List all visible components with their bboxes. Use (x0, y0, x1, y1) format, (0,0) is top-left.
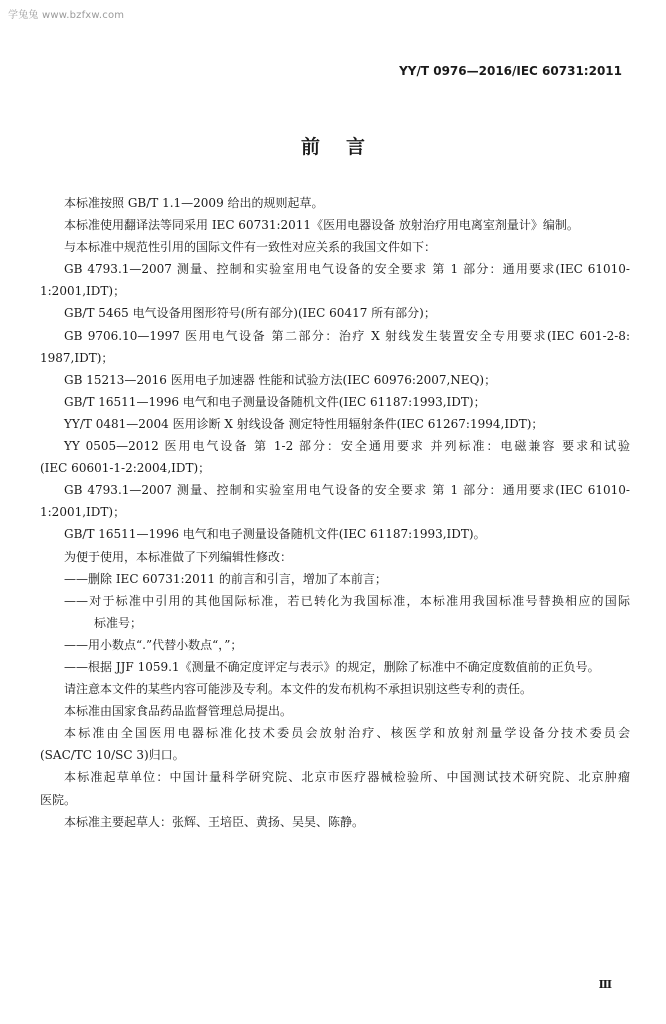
paragraph-line: 医院。 (40, 792, 77, 807)
paragraph-line: GB 4793.1—2007 测量、控制和实验室用电气设备的安全要求 第 1 部分：通用要求(IEC 61010- (64, 262, 630, 277)
paragraph-line: (SAC/TC 10/SC 3)归口。 (40, 748, 185, 763)
list-item: ——删除 IEC 60731:2011 的前言和引言，增加了本前言； (64, 571, 387, 586)
foreword-body (40, 192, 630, 833)
paragraph-line: 与本标准中规范性引用的国际文件有一致性对应关系的我国文件如下： (64, 240, 437, 255)
watermark: 学兔兔 www.bzfxw.com (8, 10, 125, 21)
paragraph-line: 本标准使用翻译法等同采用 IEC 60731:2011《医用电器设备 放射治疗用电离室剂量计》编制。 (64, 218, 579, 233)
paragraph-line: GB/T 16511—1996 电气和电子测量设备随机文件(IEC 61187:1993,IDT)； (64, 394, 486, 409)
paragraph-line: 本标准起草单位：中国计量科学研究院、北京市医疗器械检验所、中国测试技术研究院、北京肿瘤 (64, 770, 630, 785)
paragraph-line: YY 0505—2012 医用电气设备 第 1-2 部分：安全通用要求 并列标准：电磁兼容 要求和试验 (64, 439, 630, 454)
paragraph-line: (IEC 60601-1-2:2004,IDT)； (40, 461, 211, 476)
paragraph-line: GB 9706.10—1997 医用电气设备 第二部分：治疗 X 射线发生装置安全专用要求(IEC 601-2-8: (64, 328, 630, 343)
page-title: 前言 (300, 136, 391, 158)
list-item: ——对于标准中引用的其他国际标准，若已转化为我国标准，本标准用我国标准号替换相应的国际 (64, 593, 630, 608)
paragraph-line: GB 15213—2016 医用电子加速器 性能和试验方法(IEC 60976:2007,NEQ)； (64, 372, 497, 387)
list-item-continuation: 标准号； (94, 615, 143, 630)
list-item: ——根据 JJF 1059.1《测量不确定度评定与表示》的规定，删除了标准中不确定度数值前的正负号。 (64, 659, 600, 674)
paragraph-line: YY/T 0481—2004 医用诊断 X 射线设备 测定特性用辐射条件(IEC 61267:1994,IDT)； (64, 416, 544, 431)
paragraph-line: 为便于使用，本标准做了下列编辑性修改： (64, 549, 293, 564)
paragraph-line: 1987,IDT)； (40, 350, 114, 365)
paragraph-line: GB/T 16511—1996 电气和电子测量设备随机文件(IEC 61187:1993,IDT)。 (64, 527, 486, 542)
list-item: ——用小数点“.”代替小数点“，”； (64, 637, 243, 652)
page-number: Ⅲ (598, 978, 612, 991)
paragraph-line: GB 4793.1—2007 测量、控制和实验室用电气设备的安全要求 第 1 部分：通用要求(IEC 61010- (64, 483, 630, 498)
paragraph-line: 1:2001,IDT)； (40, 284, 126, 299)
paragraph-line: 本标准由国家食品药品监督管理总局提出。 (64, 704, 293, 719)
paragraph-line: 本标准由全国医用电器标准化技术委员会放射治疗、核医学和放射剂量学设备分技术委员会 (64, 726, 630, 741)
paragraph-line: GB/T 5465 电气设备用图形符号(所有部分)(IEC 60417 所有部分)； (64, 306, 436, 321)
paragraph-line: 请注意本文件的某些内容可能涉及专利。本文件的发布机构不承担识别这些专利的责任。 (64, 682, 533, 697)
paragraph-line: 本标准按照 GB/T 1.1—2009 给出的规则起草。 (64, 196, 324, 210)
paragraph-line: 本标准主要起草人：张辉、王培臣、黄扬、吴昊、陈静。 (64, 814, 365, 829)
standard-number-header: YY/T 0976—2016/IEC 60731:2011 (399, 64, 622, 78)
paragraph-line: 1:2001,IDT)； (40, 505, 126, 520)
